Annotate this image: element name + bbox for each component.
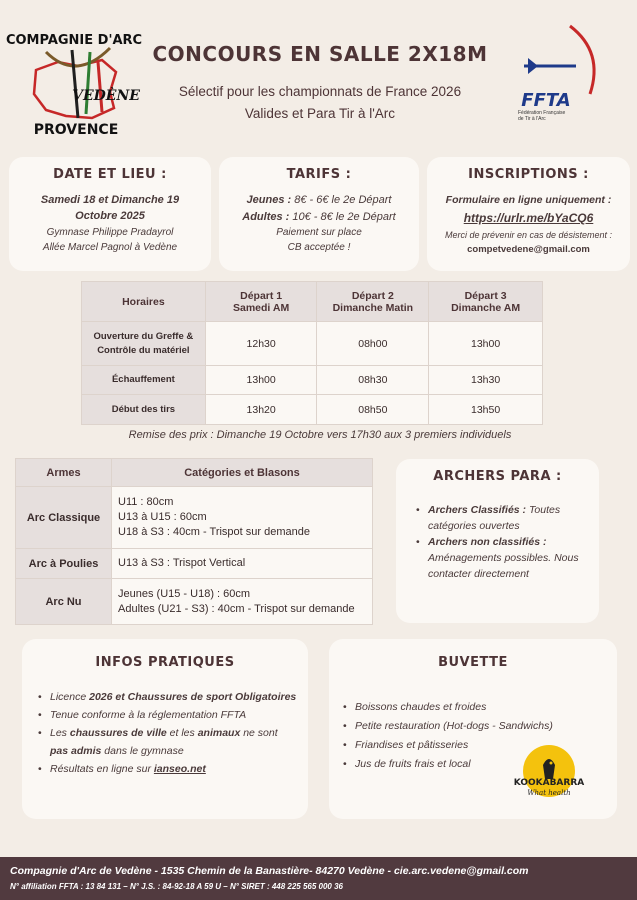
- desistement-note: Merci de prévenir en cas de désistement :: [444, 230, 613, 240]
- infos-item1-bold: 2026 et Chaussures de sport Obligatoires: [89, 691, 297, 703]
- infos-item3-text: et les: [166, 727, 198, 739]
- sponsor-tagline: What health: [527, 789, 571, 797]
- infos-item3-bold: animaux: [197, 727, 241, 739]
- remise-des-prix: Remise des prix : Dimanche 19 Octobre vers 17h30 aux 3 premiers individuels: [128, 429, 512, 441]
- venue-address: Allée Marcel Pagnol à Vedène: [42, 242, 178, 253]
- sponsor-name: KOOKABARRA: [513, 778, 585, 788]
- schedule-cell: 13h50: [429, 395, 543, 425]
- tarifs-card: [219, 157, 419, 271]
- schedule-cell: 08h50: [317, 395, 429, 425]
- paiement-note: Paiement sur place: [276, 227, 362, 238]
- footer-legal: N° affiliation FFTA : 13 84 131 – N° J.S. : 84-92-18 A 59 U – N° SIRET : 448 225 565 000 36: [10, 882, 344, 891]
- tarif-jeunes: [219, 194, 419, 206]
- event-month: Octobre 2025: [75, 210, 145, 222]
- infos-pratiques-title: INFOS PRATIQUES: [95, 655, 235, 670]
- footer-address: Compagnie d'Arc de Vedène - 1535 Chemin de la Banastière- 84270 Vedène - cie.arc.vedene@gmail.com: [10, 865, 529, 877]
- para-item1-text: Toutes catégories ouvertes: [428, 504, 561, 532]
- schedule-header-horaires: Horaires: [82, 282, 206, 322]
- infos-pratiques-card: [22, 639, 308, 819]
- schedule-cell: 13h00: [205, 366, 317, 395]
- arm-categories: [112, 549, 373, 579]
- arm-category-line: Adultes (U21 - S3) : 40cm - Trispot sur demande: [118, 602, 355, 615]
- table-row: [16, 579, 373, 625]
- schedule-header-depart2: Départ 2 Dimanche Matin: [317, 282, 429, 322]
- archers-para-card: [396, 459, 599, 623]
- list-item: [36, 724, 298, 760]
- list-item: [36, 760, 298, 778]
- infos-item2-text: Tenue conforme à la réglementation FFTA: [50, 709, 247, 721]
- logo-left-line1: COMPAGNIE D'ARC: [6, 33, 142, 48]
- schedule-header-depart1: Départ 1 Samedi AM: [205, 282, 317, 322]
- footer: [0, 857, 637, 900]
- para-item1-label: Archers Classifiés :: [428, 504, 527, 516]
- infos-item3-text: dans le gymnase: [101, 745, 184, 757]
- arm-category-line: U13 à U15 : 60cm: [118, 511, 207, 523]
- table-row: [16, 487, 373, 549]
- ianseo-link[interactable]: ianseo.net: [153, 763, 206, 775]
- table-row: [82, 322, 543, 366]
- kookabarra-logo: [497, 743, 601, 807]
- schedule-cell: 13h20: [205, 395, 317, 425]
- arms-header-categories: Catégories et Blasons: [112, 459, 373, 487]
- subtitle-selectif: Sélectif pour les championnats de France 2026: [178, 84, 462, 99]
- list-item: [36, 706, 298, 724]
- archers-para-title: ARCHERS PARA :: [433, 469, 562, 484]
- ffta-logo-text: FFTA: [521, 90, 571, 111]
- para-list: [414, 502, 589, 582]
- tarif-adultes-value: 10€ - 8€ le 2e Départ: [289, 211, 396, 223]
- schedule-cell: 13h00: [429, 322, 543, 366]
- table-row: [16, 549, 373, 579]
- infos-item3-text: ne sont: [240, 727, 278, 739]
- list-item: [414, 534, 589, 582]
- tarif-jeunes-label: Jeunes :: [246, 194, 292, 206]
- arm-category-line: U18 à S3 : 40cm - Trispot sur demande: [118, 526, 310, 538]
- para-item2-label: Archers non classifiés :: [428, 536, 547, 548]
- formulaire-text: Formulaire en ligne uniquement :: [445, 194, 612, 206]
- infos-item4-text: Résultats en ligne sur: [50, 763, 154, 775]
- infos-item1-text: Licence: [50, 691, 90, 703]
- arm-category-line: U13 à S3 : Trispot Vertical: [118, 557, 246, 569]
- arm-label: Arc Nu: [16, 579, 112, 625]
- buvette-title: BUVETTE: [438, 655, 508, 670]
- logo-left-line2: VEDÈNE: [72, 88, 140, 104]
- list-item: • Friandises et pâtisseries: [341, 736, 607, 755]
- para-item2-text: Aménagements possibles. Nous contacter directement: [428, 552, 579, 580]
- ffta-logo: [512, 22, 612, 122]
- arm-category-line: Jeunes (U15 - U18) : 60cm: [118, 587, 251, 600]
- buvette-card: [329, 639, 617, 819]
- ffta-tagline-2: de Tir à l'Arc: [518, 116, 546, 122]
- tarif-adultes: [219, 211, 419, 223]
- list-item: [36, 688, 298, 706]
- schedule-cell: 08h00: [317, 322, 429, 366]
- arm-categories: [112, 579, 373, 625]
- date-lieu-title: DATE ET LIEU :: [53, 167, 167, 182]
- infos-list: [36, 688, 298, 778]
- arms-header-armes: Armes: [16, 459, 112, 487]
- schedule-cell: 13h30: [429, 366, 543, 395]
- list-item: • Petite restauration (Hot-dogs - Sandwichs): [341, 717, 607, 736]
- list-item: [414, 502, 589, 534]
- arms-table: [15, 458, 373, 625]
- schedule-header-row: [82, 282, 543, 322]
- arms-header-row: [16, 459, 373, 487]
- list-item: • Jus de fruits frais et local: [341, 755, 607, 774]
- table-row: [82, 395, 543, 425]
- subtitle-valides-para: Valides et Para Tir à l'Arc: [244, 106, 396, 121]
- arm-categories: [112, 487, 373, 549]
- arm-label: Arc à Poulies: [16, 549, 112, 579]
- page-title: CONCOURS EN SALLE 2X18M: [152, 42, 488, 66]
- schedule-cell: 08h30: [317, 366, 429, 395]
- cb-note: CB acceptée !: [287, 242, 351, 253]
- schedule-table: [81, 281, 543, 425]
- infos-item3-text: Les: [50, 727, 70, 739]
- schedule-cell: 12h30: [205, 322, 317, 366]
- inscription-link[interactable]: https://urlr.me/bYaCQ6: [463, 211, 594, 225]
- tarifs-title: TARIFS :: [286, 167, 352, 182]
- arm-label: Arc Classique: [16, 487, 112, 549]
- date-lieu-card: [9, 157, 211, 271]
- schedule-row-label: Échauffement: [82, 366, 206, 395]
- tarif-adultes-label: Adultes :: [242, 211, 290, 223]
- schedule-header-depart3: Départ 3 Dimanche AM: [429, 282, 543, 322]
- table-row: [82, 366, 543, 395]
- contact-email[interactable]: competvedene@gmail.com: [467, 244, 590, 255]
- arm-category-line: U11 : 80cm: [118, 496, 174, 508]
- tarif-jeunes-value: 8€ - 6€ le 2e Départ: [291, 194, 392, 206]
- inscriptions-card: [427, 157, 630, 271]
- event-dates: Samedi 18 et Dimanche 19: [40, 194, 180, 206]
- compagnie-arc-logo: [6, 22, 142, 138]
- schedule-row-label: Ouverture du Greffe & Contrôle du matériel: [82, 322, 206, 366]
- venue-name: Gymnase Philippe Pradayrol: [46, 227, 174, 238]
- infos-item3-bold: chaussures de ville: [69, 727, 167, 739]
- infos-item3-bold: pas admis: [50, 745, 102, 757]
- logo-left-line3: PROVENCE: [33, 122, 119, 138]
- list-item: • Boissons chaudes et froides: [341, 698, 607, 717]
- schedule-row-label: Début des tirs: [82, 395, 206, 425]
- inscriptions-title: INSCRIPTIONS :: [468, 167, 589, 182]
- ffta-tagline-1: Fédération Française: [518, 110, 566, 116]
